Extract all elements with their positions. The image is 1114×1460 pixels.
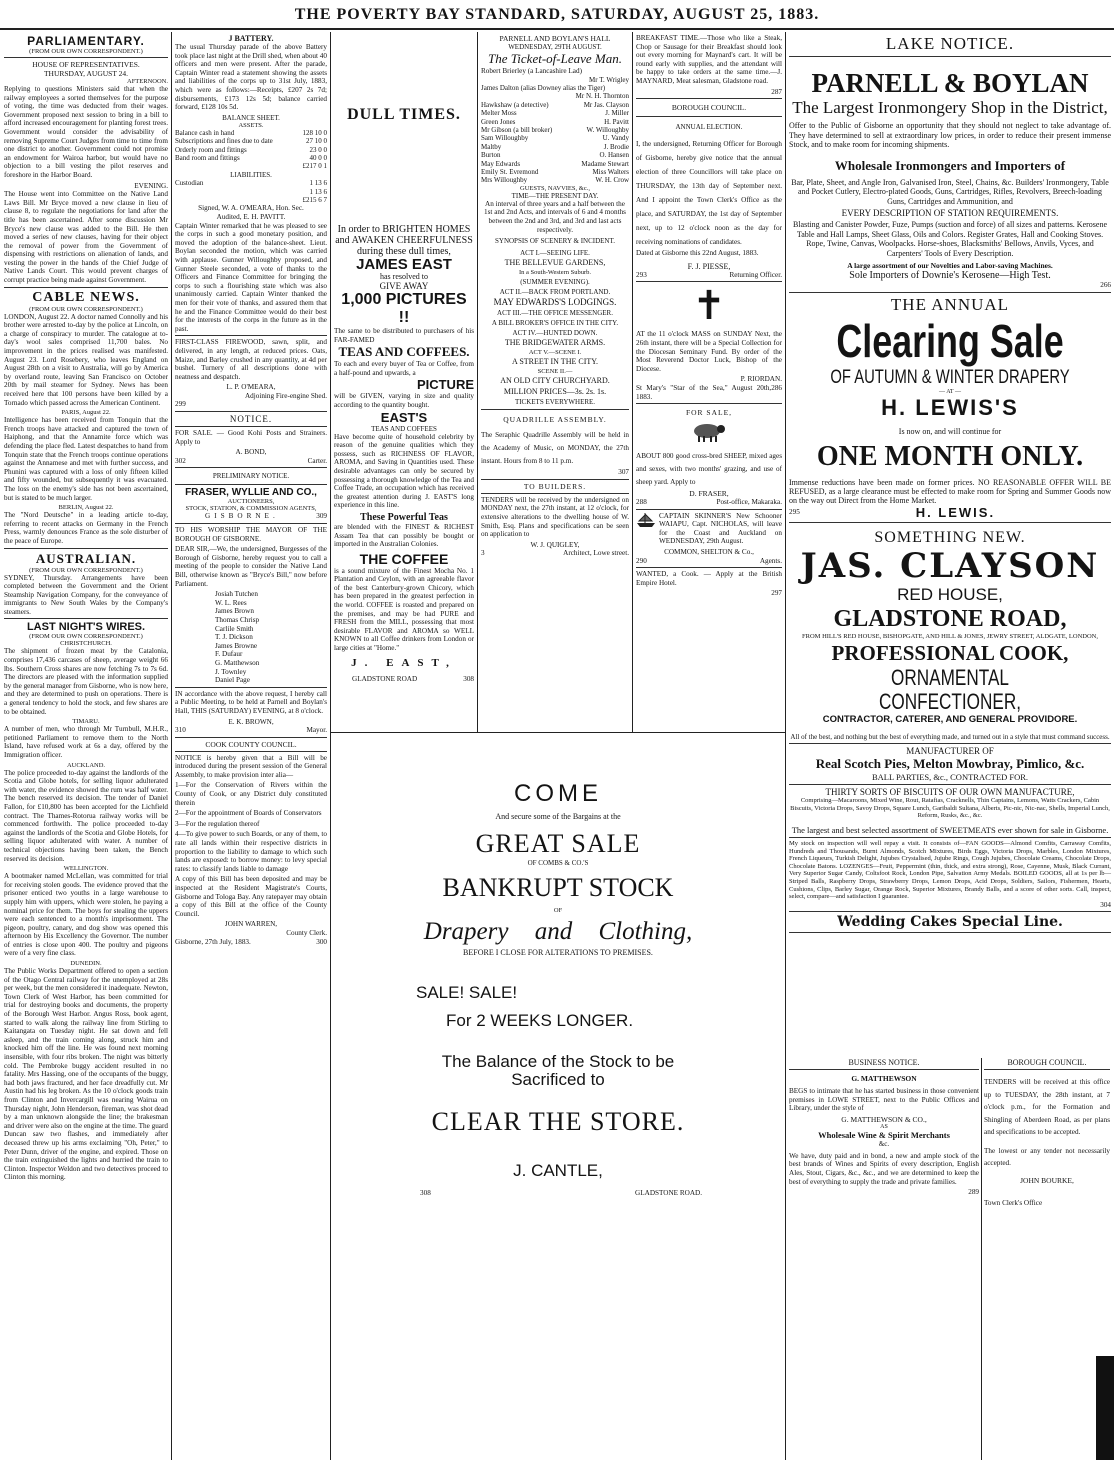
dull-times-heading: DULL TIMES. [347, 106, 461, 123]
prices-line: MILLION PRICES—3s. 2s. 1s. [503, 387, 607, 397]
table-cell: 128 10 0 [302, 128, 327, 137]
election-heading: ANNUAL ELECTION. [675, 123, 743, 132]
table-cell: LIABILITIES. [230, 170, 272, 179]
table-cell: J. Miller [605, 109, 629, 118]
bankrupt-heading: BANKRUPT STOCK [442, 873, 674, 902]
article-text: BEGS to intimate that he has started business in those convenient premises in LOWE STREET, next to the Public Offices and Library, under the style of [789, 1087, 979, 1113]
table-cell: Maltby [481, 142, 502, 151]
table-cell: W. H. Crow [595, 176, 629, 185]
article-text: IN accordance with the above request, I hereby call a Public Meeting, to be held at Parnell and Boylan's Hall, THIS (SATURDAY) EVENING, at 8 o'clock. [175, 689, 327, 715]
signature-title: Post-office, Makaraka. [716, 498, 782, 507]
article-text: Immense reductions have been made on former prices. NO REASONABLE OFFER WILL BE REFUSED, as a large clearance must be effected to make room for Spring and Summer Goods now on the way out Direct from the Home Market. [789, 477, 1111, 505]
list-item: 2—For the appointment of Boards of Conservators [175, 809, 322, 818]
etc-line: &c. [878, 1139, 890, 1148]
act-line: ACT IV.—HUNTED DOWN. [512, 329, 598, 338]
act-line: In a South-Western Suburb. [518, 269, 592, 277]
business-heading: BUSINESS NOTICE. [848, 1058, 920, 1067]
cantle-address: GLADSTONE ROAD. [635, 1189, 702, 1197]
ad-number: 300 [316, 937, 327, 946]
correspondent-line: (FROM OUR OWN CORRESPONDENT.) [29, 633, 143, 641]
page-edge-shadow [1096, 1356, 1114, 1460]
list-item: F. Dufaur [215, 650, 243, 659]
goods-list: Bar, Plate, Sheet, and Angle Iron, Galvanised Iron, Steel, Chains, &c. Builders' Ironmongery, Table and Pocket Cutlery, Electro-plated Goods, Guns, Cartridges, Rifles, Revolvers, Breech-loading Guns, Cartridges and Ammunition, and [791, 177, 1109, 206]
table-cell: Mr T. Wrigley [589, 75, 629, 84]
article-text: My stock on inspection will well repay a visit. It consists of—FAN GOODS—Almond Comfits, Carraway Comfits, Hundreds and Thousands, Burnt Almonds, Scotch Mixtures, Birds Eggs, Victoria Drops, Marbles, London Mixtures, French Liqueurs, Turkish Delight, Jujubes Crystalised, Jujube Rings, Cough Jujubes, Chocolate Creams, Chocolate Drops, Chocolate Batons. LOZENGES—Fruit, Peppermint (thin, thick, and extra strong), Rose, Cayenne, Musk, Black Currant, Very Superior Sugar Candy, Coltsfoot Rock, London Pipe, Salvation Army Medals. BOILED GOODS, all at 1s per lb—Striped Balls, Raspberry Drops, Strawberry Drops, Lemon Drops, Acid Drops, Soldiers, Sailors, Fishermen, Hearts, Cushions, Clips, Barley Sugar, Orange Rock, Superior Mixtures, Brandy Balls, and a score of other sorts. Call, inspect, select, compare—and satisfaction I guarantee. [789, 840, 1111, 901]
biscuits-heading: THIRTY SORTS OF BISCUITS OF OUR OWN MANUFACTURE, [825, 787, 1075, 798]
east-address: GLADSTONE ROAD [352, 674, 418, 683]
article-text: The police proceeded to-day against the landlords of the Scotia and Globe hotels, for selling liquor adulterated with water, the evidence showed the rum was half water. The bench reserved its decision. The tender of Daniel Fallon, for £10,800 has been accepted for the Lichfield contract. The Thames-Rotorua railway works will be commenced forthwith. The police proceeded to-day against the landlords of the Scotia and Globe Hotels, for selling liquor adulterated with water. A number of technical objections having been taken, the Bench reserved its decision. [4, 768, 168, 863]
east-resolved: has resolved to [380, 272, 428, 281]
cook-council-heading: COOK COUNTY COUNCIL. [205, 739, 297, 749]
isnow-line: Is now on, and will continue for [898, 426, 1002, 436]
lewis-signature: H. LEWIS. [915, 504, 996, 520]
signature-line: Signed, W. A. O'MEARA, Hon. Sec. [198, 204, 304, 213]
column-rule [785, 32, 786, 1460]
mayor-petition-heading: TO HIS WORSHIP THE MAYOR OF THE BOROUGH OF GISBORNE. [175, 526, 327, 543]
table-cell: £215 6 7 [302, 196, 327, 204]
goods-list: Blasting and Canister Powder, Fuze, Pumps (suction and force) of all sizes and patterns. Kerosene Table and Hall Lamps, Sheet Glass, Oils and Colors. Register Grates, Hall and Cooking Stoves. Rope, Twine, Canvas, Woolpacks. Horse-shoes, Blacksmiths' Bellows, Anvils, Vyces, and Carpenters' Tools of Every Description. [792, 220, 1108, 258]
contractor-line: CONTRACTOR, CATERER, AND GENERAL PROVIDORE. [822, 714, 1078, 726]
ship-icon [636, 512, 656, 533]
subhead: AUCKLAND. [66, 761, 106, 769]
act-line: AN OLD CITY CHURCHYARD. [500, 376, 610, 386]
ad-number: 308 [420, 1189, 431, 1197]
one-month-heading: ONE MONTH ONLY. [816, 440, 1084, 472]
act-line: A STREET IN THE CITY. [511, 357, 598, 367]
builders-heading: TO BUILDERS. [523, 481, 587, 491]
before-line: BEFORE I CLOSE FOR ALTERATIONS TO PREMISES. [463, 948, 653, 957]
list-item: T. J. Dickson [215, 633, 253, 642]
fraser-sub: AUCTIONEERS, [227, 498, 275, 506]
borough-tender [984, 1058, 1110, 1458]
table-cell: J. Brodie [603, 142, 629, 151]
cantle-advert [334, 740, 782, 1197]
borough-heading: BOROUGH COUNCIL. [1007, 1058, 1087, 1067]
fraser-heading: FRASER, WYLLIE AND CO., [185, 487, 317, 499]
ad-number: 309 [316, 512, 327, 521]
signature-line: JOHN WARREN, [224, 920, 278, 929]
table-cell: Sam Willoughby [481, 134, 529, 143]
table-cell: 1 13 6 [309, 187, 327, 196]
ad-number: 266 [1100, 281, 1111, 289]
teas-coffees-small: TEAS AND COFFEES [371, 424, 437, 433]
matthewson-name: G. MATTHEWSON [851, 1074, 917, 1083]
parnell-boylan-heading: PARNELL & BOYLAN [811, 68, 1089, 98]
article-text: Have become quite of household celebrity by reason of the genuine qualities which they possess, such as RICHNESS OF FLAVOR, AROMA, and Saving in Quantities used. These desirable advantages can only be secured by possessing a thorough knowledge of the Tea and Coffee Trade, an occupation which has received the greatest attention during J. EAST'S long experience in this line. [334, 432, 474, 510]
combs-line: OF COMBS & CO.'S [527, 859, 589, 867]
act-line: THE BELLEVUE GARDENS, [504, 258, 606, 268]
article-text: ABOUT 800 good cross-bred SHEEP, mixed ages and sexes, with two months' grazing, and use of sheep yard. Apply to [636, 452, 782, 487]
picture-word: PICTURE [416, 377, 474, 393]
ad-number: 307 [618, 468, 629, 477]
tickets-line: TICKETS EVERYWHERE. [514, 398, 596, 407]
table-cell: Subscriptions and fines due to date [175, 137, 273, 146]
table-cell: 27 10 0 [306, 137, 327, 146]
pictures-heading: 1,000 PICTURES !! [341, 291, 467, 326]
date-line: THURSDAY, AUGUST 24. [43, 69, 129, 78]
subhead: WELLINGTON. [63, 865, 109, 873]
signature-line: JOHN BOURKE, [1020, 1175, 1074, 1185]
table-cell: Band room and fittings [175, 153, 240, 162]
biscuits-list: Comprising—Macaroons, Mixed Wine, Rout, Ratafias, Cracknells, Thin Captains, Lemons, Watts Crackers, Cabin Biscuits, Victoria Drops, Savoy Drops, Square Lunch, Garibaldi Sultana, Alberts, Pic-nic, Nic-nac, Shells, Imperial Lunch, Reform, Rusks, &c., &c. [790, 797, 1110, 820]
parliamentary-heading: PARLIAMENTARY. [27, 34, 145, 48]
come-heading: COME [514, 780, 602, 807]
battery-heading: J BATTERY. [228, 34, 274, 43]
sweetmeats-line: The largest and best selected assortment of SWEETMEATS ever shown for sale in Gisborne. [791, 824, 1109, 835]
list-item: W. L. Rees [215, 598, 247, 607]
article-text: TENDERS will be received at this office up to TUESDAY, the 28th instant, at 7 o'clock p.m., for the Formation and Shingling of Aberdeen Road, as per plans and specifications to be accepted. [984, 1078, 1110, 1136]
all-best-line: All of the best, and nothing but the best of everything made, and turned out in a style that must command success. [790, 733, 1110, 742]
at-line: — AT — [939, 388, 961, 395]
article-text: The same to be distributed to purchasers of his FAR-FAMED [334, 327, 474, 344]
table-cell: Emily St. Evremond [481, 168, 539, 177]
act-line: (SUMMER EVENING). [520, 278, 590, 287]
act-line: MAY EDWARDS'S LODGINGS. [493, 297, 617, 308]
lewis-heading: H. LEWIS'S [881, 394, 1019, 420]
giveaway: GIVE AWAY [379, 281, 429, 291]
subhead: TIMARU. [72, 718, 100, 726]
ad-number: 299 [175, 400, 186, 409]
article-text: SYDNEY, Thursday. Arrangements have been completed between the Government and the Orient Steamship Navigation Company, for the conveyance of immigrants to New South Wales by the Company's steamers. [4, 573, 168, 616]
subhead: CHRISTCHURCH. [60, 640, 112, 648]
borough-heading: BOROUGH COUNCIL. [671, 103, 747, 113]
table-cell: Custodian [175, 179, 204, 188]
drapery-heading: Drapery and Clothing, [423, 918, 693, 945]
article-text: is a sound mixture of the Finest Mocha No. 1 Plantation and Ceylon, with an agreeable flavor of the best Canterbury-grown Chicory, which has been prepared in the greatest perfection in the world. COFFEE is roasted and prepared on the premises, and may be had PURE and FRESH from the MILL, possessing that most desirable FLAVOR and AROMA so WELL KNOWN to all Coffee drinkers from London or large cities at "Home." [334, 566, 474, 653]
quadrille-heading: QUADRILLE ASSEMBLY. [503, 415, 607, 425]
table-cell: 40 0 0 [309, 153, 327, 162]
clayson-heading: JAS. CLAYSON [800, 545, 1100, 586]
subhead: DUNEDIN. [70, 960, 102, 968]
article-text: AT the 11 o'clock MASS on SUNDAY Next, the 26th instant, there will be a Special Collection for the Diocesan Seminary Fund. By order of the Most Reverend Doctor Luck, Bishop of the Diocese. [636, 330, 782, 373]
easts-word: EAST'S [380, 409, 428, 425]
column-large-ads [789, 34, 1111, 1054]
article-text: To each and every buyer of Tea or Coffee, from a half-pound and upwards, a [334, 360, 474, 377]
list-item: James Brown [215, 607, 254, 616]
breakfast-ad: BREAKFAST TIME.—Those who like a Steak, Chop or Sausage for their Breakfast should look out every morning for Maynard's cart. It will be round early with supplies, and the attendant will be happy to take orders at the same time.—J. MAYNARD, Meat salesman, Gladstone road. [636, 34, 782, 85]
signature-title: Agents. [759, 556, 782, 565]
table-cell [481, 76, 566, 84]
of-line: OF [553, 907, 563, 914]
ad-number: 293 [636, 270, 647, 279]
column-east-advert [334, 34, 474, 728]
teas-coffees: TEAS AND COFFEES. [338, 344, 470, 360]
balls-line: BALL PARTIES, &c., CONTRACTED FOR. [871, 772, 1029, 783]
list-item: 4—To give power to such Boards, or any of them, to rate all lands within their respective districts in proportion to the liability to damage to which such lands are exposed: to borrow money: to levy special rates: to classify lands liable to damage [175, 830, 327, 873]
fraser-sub: STOCK, STATION, & COMMISSION AGENTS, [185, 505, 317, 513]
article-text: Offer to the Public of Gisborne an opportunity that they should not neglect to take advantage of. They have determined to sell at extraordinary low prices, in order to reduce their present immense Stock, and to make room for incoming shipments. [789, 121, 1111, 149]
act-line: ACT III.—THE OFFICE MESSENGER. [497, 309, 613, 318]
forsale-ad: FOR SALE. — Good Kohi Posts and Strainers. Apply to [175, 429, 327, 446]
article-text: The Public Works Department offered to open a section of the Otago Central railway for the unemployed at 28s per week, but the men considered it inadequate. Newton, Town Clerk of West Harbor, has been committed for trial for destroying books and documents, the property of the Borough West Harbor. Angus Ross, book agent, started to walk along the railway line from Stirling to Kaitangata on Tuesday night. He sat down and fell asleep, and the train coming along, struck him and knocked him off the line. He was found next morning insensible, with four ribs broken. The night was bitterly cold. The Pembroke buggy accident resulted in no fatality. Mrs Hassing, one of the occupants of the buggy, had both jaws fractured, and her face dreadfully cut. Mr Austin had his leg broken. As the 10 o'clock goods train from Clinton and Invercargill was nearing Wairua on Thursday night, John Henderson, fireman, was shot dead by a man unknown alongside the line; the brakesman and driver were also on the engine at the time. The guard Duncan saw two flashes, and immediately after deceased threw up his arms exclaiming "Oh, Peter," to Peter Dunn, driver of the engine, and expired. Those on the train extinguished the lights and hurried the train to Clinton. Inspector Weldon and two detectives proceed to Clinton this morning. [4, 967, 168, 1182]
hall-heading: PARNELL AND BOYLAN'S HALL [499, 34, 611, 43]
table-cell: 1 13 6 [309, 179, 327, 188]
something-new-heading: SOMETHING NEW. [874, 528, 1026, 546]
time-line: TIME—THE PRESENT DAY. [511, 191, 599, 200]
article-text: The usual Thursday parade of the above Battery took place last night at the Drill shed, when about 40 officers and men were present. After the parade, Captain Winter read a statement showing the assets and liabilities of the corps up to 31st July, 1883, which were as follows:—Receipts, £207 2s 7d; disbursements, £173 12s 5d; balance carried forward, £128 10s 5d. [175, 43, 327, 112]
play-title: The Ticket-of-Leave Man. [488, 51, 622, 66]
list-item: 1—For the Conservation of Rivers within the County of Cook, or any District duly constituted therein [175, 781, 327, 807]
table-cell: H. Pavitt [604, 117, 629, 126]
date-line: Gisborne, 27th July, 1883. [175, 937, 251, 946]
pies-line: Real Scotch Pies, Melton Mowbray, Pimlico, &c. [815, 756, 1085, 772]
ironmongery-subhead: The Largest Ironmongery Shop in the District, [792, 98, 1108, 117]
cast-lead: Robert Brierley (a Lancashire Lad) [481, 67, 582, 75]
table-cell: £217 0 1 [302, 162, 327, 171]
clear-store-heading: CLEAR THE STORE. [431, 1107, 685, 1136]
column-rule [171, 32, 172, 1460]
table-cell: Orderly room and fittings [175, 145, 247, 154]
article-text: A number of men, who through Mr Turnbull, M.H.R., petitioned Parliament to remove them to the North Island, have refused work at 6s a day, offered by the Immigration officer. [4, 725, 168, 759]
column-theatre [481, 34, 629, 728]
subhead: AFTERNOON. [127, 78, 168, 85]
table-cell: May Edwards [481, 159, 521, 168]
list-item: J. Townley [215, 667, 247, 676]
table-cell: U. Vandy [602, 134, 629, 143]
signature-title: Mayor. [306, 726, 327, 735]
table-cell: Mr Gibson (a bill broker) [481, 126, 553, 135]
article-text: CAPTAIN SKINNER'S New Schooner WAIAPU, Capt. NICHOLAS, will leave for the Coast and Auckland on WEDNESDAY, 29th August. [659, 511, 782, 546]
column-rule [477, 32, 478, 732]
article-text: A bootmaker named McLellan, was committed for trial for receiving stolen goods. The evidence proved that the prisoner enticed two youths in a large warehouse to supply him with uppers, which were stolen, he paying a nominal price for them. The boys for stealing the uppers were each sentenced to a month's imprisonment. The pigeon, poultry, canary, and dog show was opened this afternoon by His Excellency the Governor. The number of entries is close upon 400. The poultry and pigeons were of a very fine class. [4, 872, 168, 958]
cable-news-heading: CABLE NEWS. [32, 289, 140, 305]
article-text: The lowest or any tender not necessarily accepted. [984, 1146, 1110, 1167]
sale-sale: SALE! SALE! [416, 983, 518, 1002]
table-cell: Mr N. H. Thornton [575, 92, 629, 101]
article-text: Replying to questions Ministers said that when the railway employees a sorted themselves for the purpose of voting, the time was deducted from their wages. Government proposed next session to bring in a bill to afford increased encouragement for planting forest trees. Government would consider the advisability of removing Supreme Court Judges from time to time from one district to another. Government could not promise an endowment for Wairoa harbor, but would have no objection to a bill vesting the pilot reserves and foreshore in the Harbor Board. [4, 85, 168, 179]
article-text: NOTICE is hereby given that a Bill will be introduced during the present session of the General Assembly, to make provision inter alia— [175, 753, 327, 779]
signature-line: W. J. QUIGLEY, [530, 540, 580, 549]
petition-names [215, 590, 327, 685]
wholesale-heading: Wholesale Ironmongers and Importers of [834, 157, 1066, 173]
table-cell: Green Jones [481, 117, 516, 126]
two-weeks-line: For 2 WEEKS LONGER. [446, 1011, 634, 1030]
section-rule [330, 732, 785, 733]
clearing-sale-heading: Clearing Sale [836, 314, 1064, 367]
ad-number: 289 [968, 1188, 979, 1197]
table-cell: 23 0 0 [309, 145, 327, 154]
ad-number: 308 [463, 674, 474, 683]
manufacturer-line: MANUFACTURER OF [906, 746, 994, 757]
balance-sheet-heading: BALANCE SHEET. [222, 113, 280, 122]
merchants-line: Wholesale Wine & Spirit Merchants [818, 1129, 950, 1140]
australian-heading: AUSTRALIAN. [35, 550, 137, 566]
table-cell: Hawkshaw (a detective) [481, 100, 549, 109]
wanted-ad: WANTED, a Cook. — Apply at the British Empire Hotel. [636, 570, 782, 587]
ad-number: 288 [636, 498, 647, 507]
article-text: The Seraphic Quadrille Assembly will be held in the Academy of Music, on MONDAY, the 27th instant. Hours from 8 to 11 p.m. [481, 431, 629, 466]
fraser-town: GISBORNE. [205, 512, 279, 521]
ad-number: 302 [175, 456, 186, 465]
article-text: DEAR SIR,—We, the undersigned, Burgesses of the Borough of Gisborne, hereby request you to call a meeting of the people to consider the Native Land Bill, otherwise known as "Bryce's Bill," now before Parliament. [175, 545, 327, 588]
house-heading: HOUSE OF REPRESENTATIVES. [32, 60, 140, 69]
advertiser-name: L. P. O'MEARA, [226, 383, 276, 392]
annual-heading: THE ANNUAL [890, 294, 1010, 314]
balance-line: The Balance of the Stock to be Sacrificed to [441, 1052, 675, 1089]
synopsis-heading: SYNOPSIS OF SCENERY & INCIDENT. [495, 237, 615, 246]
wires-heading: LAST NIGHT'S WIRES. [26, 621, 146, 634]
ad-number: 287 [771, 87, 782, 96]
act-line: ACT II.—BACK FROM PORTLAND. [499, 288, 611, 297]
article-text: TENDERS will be received by the undersigned on MONDAY next, the 27th instant, at 12 o'clock, for extensive alterations to the dwelling house of W. Smith, Esq. Plans and specifications can be seen on application to [481, 495, 629, 539]
forsale-heading: FOR SALE, [685, 408, 733, 418]
subhead: EVENING. [134, 181, 168, 190]
powerful-teas: These Powerful Teas [360, 511, 448, 523]
table-cell: Melter Moss [481, 109, 517, 118]
gladstone-road-heading: GLADSTONE ROAD, [833, 605, 1067, 632]
date-line: St Mary's "Star of the Sea," August 20th, 1883. [636, 383, 772, 401]
subhead: BERLIN, August 22. [58, 504, 114, 512]
signature-title: Returning Officer. [729, 270, 782, 279]
article-text: I, the undersigned, Returning Officer for Borough of Gisborne, hereby give notice that the annual election of three Councillors will take place on THURSDAY, the 13th day of September next. And I appoint the Town Clerk's Office as the place, and SATURDAY, the 1st day of September next, up to 12 o'clock noon as the day for receiving nominations of candidates. [636, 140, 782, 247]
ad-number: 295 [789, 507, 800, 516]
table-cell: Mr Jas. Clayson [583, 100, 629, 109]
table-cell: Miss Walters [592, 168, 629, 177]
article-text: The shipment of frozen meat by the Catalonia, comprises 17,436 carcases of sheep, average weight 66 lbs. Southern Cross shares are now fetching 7s to 7s 6d. The directors are pleased with the information supplied by the general manager from Gisborne, who is now here, and they are determined to push on operations. There is a general tendency to hold the stock, and few shares are to be obtained. [4, 647, 168, 716]
signature-line: F. J. PIESSE, [687, 261, 731, 271]
table-cell: Balance cash in hand [175, 128, 235, 137]
article-text: Intelligence has been received from Tonquin that the French troops have attacked and captured the town of Haiphong, and that the Annamite force which was defending the place fled. Latest despatches to hand from Tonquin state that the French troops continue operations against the Annamese and met with further success, and Phunini was captured with a loss of only fifteen killed and fifty wounded, but subsequently it was evacuated. The loss on the enemy's side has not been ascertained, but is stated to be much larger. [4, 416, 168, 502]
article-text: Captain Winter remarked that he was pleased to see the corps in such a good monetary position, and moved the adoption of the balance-sheet. Lieut. Boylan seconded the motion, which was carried with applause. Gunner Willoughby proposed, and Gunner Steele seconded, a vote of thanks to the Officers and Finance Committee for bringing the corps to such a flourishing state which was also unanimously carried. Captain Winter thanked the men for their vote of thanks, and assured them that he and the Finance Committee would do their best for the interests of the corps in the future as in the past. [175, 221, 327, 333]
signature-title: County Clerk. [286, 928, 327, 937]
table-cell: Burton [481, 151, 501, 160]
column-rule [632, 32, 633, 732]
column-notices [175, 34, 327, 1454]
cast-table [481, 76, 629, 185]
preliminary-heading: PRELIMINARY NOTICE. [212, 472, 290, 481]
ad-number: 286 [771, 383, 782, 392]
table-cell: Madame Stewart [581, 159, 629, 168]
signature-line: Audited, E. H. PAVITT. [216, 213, 286, 221]
signature-line: D. FRASER, [689, 489, 729, 499]
article-text: will be GIVEN, varying in size and quality according to the quantity bought. [334, 392, 474, 409]
east-intro: In order to BRIGHTEN HOMES and AWAKEN CHEERFULNESS during these dull times, [335, 224, 473, 257]
matthewson-notice [789, 1058, 979, 1458]
table-cell: O. Hansen [599, 151, 629, 160]
list-item: 3—For the regulation thereof [175, 819, 260, 828]
article-text: A copy of this Bill has been deposited and may be inspected at the Resident Magistrate's Courts, Gisborne and Tologa Bay. Any ratepayer may obtain a copy of this Bill at the office of the County Council. [175, 875, 327, 918]
balance-table [175, 129, 327, 205]
article-text: The House went into Committee on the Native Land Laws Bill. Mr Bryce moved a new clause in lieu of clause 8, to regulate the negotiations for land after the title has been ascertained. After some discussion Mr Bryce's new clause was added to the Bill. He then moved a series of new clauses, having for their object the removal of power from the Government of dispensing with restrictions on alienation of lands, and vesting the power in the hands of the Chief Judge of Native Lands Court. This would prevent charges of corrupt practice being made against Government. [4, 190, 168, 285]
list-item: Thomas Chrisp [215, 615, 260, 624]
ad-number: 290 [636, 556, 647, 565]
column-news [4, 34, 168, 1454]
date-line: Dated at Gisborne this 22nd August, 1883. [636, 249, 759, 258]
table-cell: Mrs Willoughby [481, 176, 528, 185]
firewood-ad: FIRST-CLASS FIREWOOD, sawn, split, and delivered, in any length, at reduced prices. Oats, Maize, and Barley crushed in any quantity, at 4d per bushel. Turnery of all descriptions done with neatness and despatch. [175, 338, 327, 381]
article-text: LONDON, August 22. A doctor named Connolly and his brother were arrested to-day by the police at Lincoln, on a charge of conspiracy to murder. The catalogue at to-day's wool sales comprised 11,700 bales. No improvement in the prices realised was manifested. August 23. Lord Rosebery, who leaves England on August 28th on a visit to Australia, will go by America by overland route, leaving San Francisco on October 20th by mail steamer for Sydney. News has been received here that 100 persons have been killed by a Tornado which passed across the American Continent. [4, 312, 168, 407]
column-rule [330, 32, 331, 1460]
column-local-notices [636, 34, 782, 728]
secure-line: And secure some of the Bargains at the [495, 812, 621, 821]
advertiser-trade: Carter. [307, 456, 327, 465]
act-line: ACT I.—SEEING LIFE. [520, 249, 590, 258]
article-text: The "Nord Deutsche" in a leading article to-day, referring to recent attacks on Germany in the French Press, warmly denounces France as the sole disturber of the peace of Europe. [4, 511, 168, 545]
coffee-heading: THE COFFEE [359, 550, 449, 567]
correspondent-line: (FROM OUR OWN CORRESPONDENT.) [29, 566, 143, 574]
great-sale-heading: GREAT SALE [475, 829, 641, 858]
table-cell: W. Willoughby [586, 126, 629, 135]
article-text: are blended with the FINEST & RICHEST Assam Tea that can possibly be bought or imported in the Australian Colonies. [334, 522, 474, 549]
assets-label: ASSETS. [238, 121, 264, 129]
act-line: SCENE II.— [537, 368, 573, 376]
list-item: Daniel Page [215, 676, 250, 685]
as-line: AS [880, 1123, 888, 1130]
ad-number: 297 [771, 589, 782, 598]
interval-text: An interval of three years and a half between the 1st and 2nd Acts, and intervals of 6 and 4 months between the 2nd and 3rd, and 3rd and last acts respectively. [484, 199, 626, 234]
j-east-signature: J. EAST, [351, 656, 457, 669]
james-east: JAMES EAST [356, 256, 452, 273]
advertiser-name: A. BOND, [235, 448, 267, 457]
correspondent-line: (FROM OUR OWN CORRESPONDENT.) [29, 48, 143, 55]
signature-line: E. K. BROWN, [228, 717, 274, 726]
cantle-signature: J. CANTLE, [513, 1161, 603, 1180]
firm-name: G. MATTHEWSON & CO., [841, 1114, 927, 1124]
signature-title: Architect, Lowe street. [563, 549, 629, 558]
list-item: Josiah Tutchen [215, 590, 258, 599]
signature-line: COMMON, SHELTON & Co., [664, 548, 754, 557]
signature-line: P. RIORDAN. [740, 375, 782, 384]
ad-number: 304 [1100, 900, 1111, 909]
red-house: RED HOUSE, [897, 584, 1003, 604]
ad-number: 3 [481, 549, 485, 558]
notice-heading: NOTICE. [229, 414, 273, 425]
masthead-rule [0, 28, 1114, 30]
sole-importers: Sole Importers of Downie's Kerosene—High Test. [849, 270, 1051, 281]
correspondent-line: (FROM OUR OWN CORRESPONDENT.) [29, 305, 143, 313]
list-item: G. Matthewson [215, 658, 260, 667]
autumn-winter-heading: OF AUTUMN & WINTER DRAPERY [830, 366, 1070, 388]
act-line: ACT V.—SCENE I. [528, 349, 582, 357]
hall-date: WEDNESDAY, 29TH AUGUST. [508, 43, 602, 51]
confectioner: ORNAMENTAL CONFECTIONER, [878, 665, 1022, 715]
column-rule [981, 1058, 982, 1460]
signature-title: Town Clerk's Office [984, 1198, 1043, 1207]
guests-line: GUESTS, NAVVIES, &c., [520, 184, 590, 192]
cross-icon: ✝ [692, 283, 726, 329]
station-requirements: EVERY DESCRIPTION OF STATION REQUIREMENTS. [841, 208, 1059, 218]
subhead: PARIS, August 22. [61, 409, 111, 417]
act-line: THE BRIDGEWATER ARMS. [504, 338, 606, 348]
ad-number: 310 [175, 726, 186, 735]
advertiser-address: Adjoining Fire-engine Shed. [244, 391, 327, 400]
notice-heading: LAKE NOTICE. [885, 34, 1015, 53]
wedding-cakes-heading: Wedding Cakes Special Line. [837, 914, 1063, 931]
novelties-line: A large assortment of our Novelties and Labor-saving Machines. [847, 261, 1053, 270]
sheep-icon [636, 421, 782, 448]
table-cell: James Dalton (alias Downey alias the Tiger) [481, 84, 606, 92]
masthead: THE POVERTY BAY STANDARD, SATURDAY, AUGUST 25, 1883. [294, 6, 820, 23]
article-text: We have, duty paid and in bond, a new and ample stock of the best brands of Wines and Spirits of every description, English Ales, Stout, Cigars, &c., &c., and we are determined to keep the best of everything to supply the trade and private families. [789, 1151, 979, 1186]
list-item: Carlile Smith [215, 624, 254, 633]
list-item: James Browne [215, 641, 258, 650]
professional-cook: PROFESSIONAL COOK, [831, 641, 1069, 666]
from-line: FROM HILL'S RED HOUSE, BISHOPGATE, AND HILL & JONES, JEWRY STREET, ALDGATE, LONDON, [802, 632, 1098, 640]
act-line: A BILL BROKER'S OFFICE IN THE CITY. [491, 319, 619, 328]
